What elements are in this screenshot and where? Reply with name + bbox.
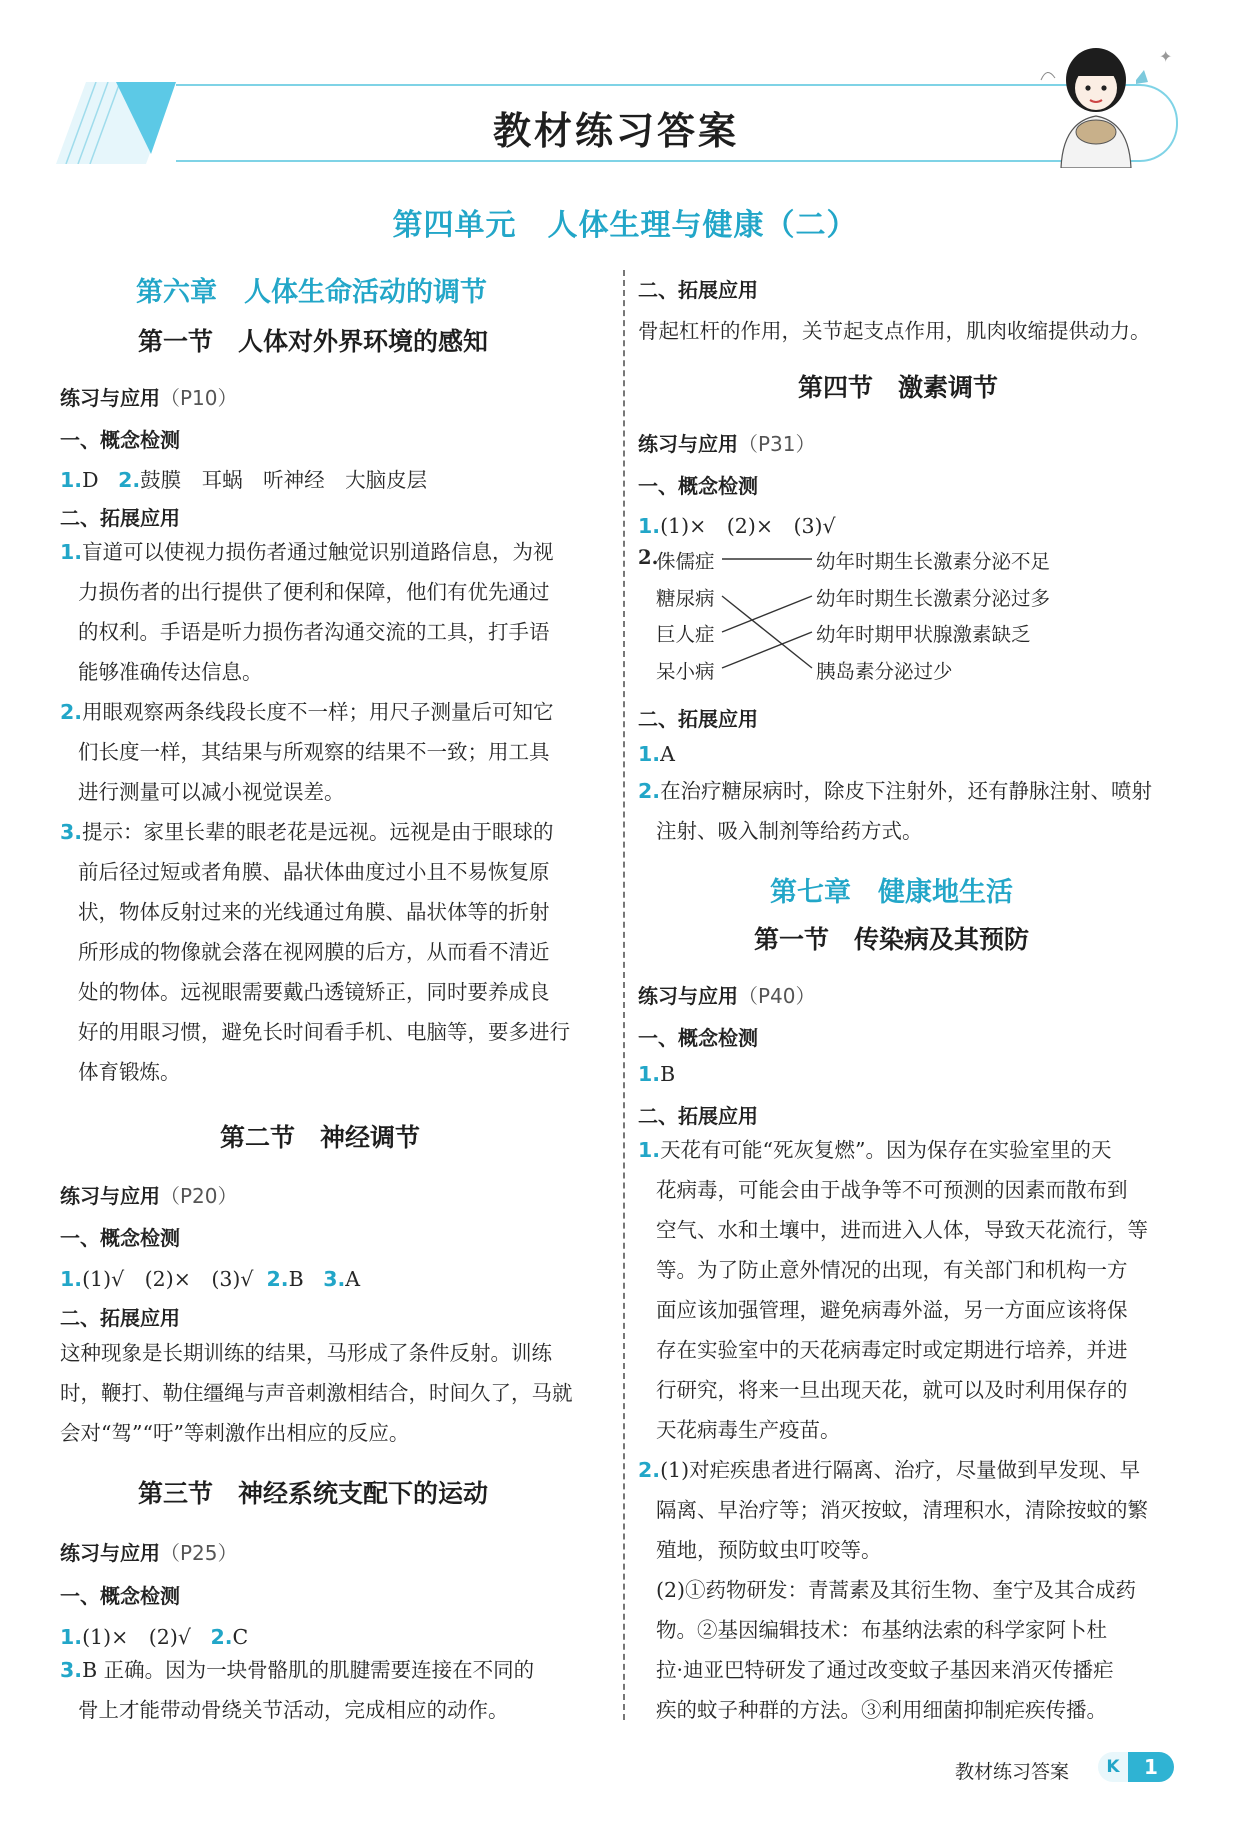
subheading-concept-check: 一、概念检测 <box>60 1226 180 1250</box>
section-3-title: 第三节 神经系统支配下的运动 <box>138 1479 489 1508</box>
answer-line: 1.(1)× (2)√ 2.C <box>60 1625 249 1649</box>
page-number: 1 <box>1128 1752 1174 1782</box>
section-1-title: 第一节 人体对外界环境的感知 <box>138 327 489 356</box>
subheading-extension: 二、拓展应用 <box>638 278 758 302</box>
disease-label: 呆小病 <box>656 660 715 683</box>
chapter-6-title: 第六章 人体生命活动的调节 <box>136 277 487 308</box>
answer-line: 骨起杠杆的作用，关节起支点作用，肌肉收缩提供动力。 <box>638 319 1151 343</box>
page-ref: （P31） <box>738 432 816 456</box>
practice-heading-p10: 练习与应用（P10） <box>60 386 238 410</box>
subheading-concept-check: 一、概念检测 <box>60 428 180 452</box>
cause-label: 幼年时期甲状腺激素缺乏 <box>816 623 1031 646</box>
cause-label: 胰岛素分泌过少 <box>816 660 953 683</box>
badge-letter: K <box>1098 1752 1128 1782</box>
answer-line: 1.A <box>638 742 675 766</box>
practice-heading-p25: 练习与应用（P25） <box>60 1541 238 1565</box>
subheading-concept-check: 一、概念检测 <box>638 474 758 498</box>
subheading-extension: 二、拓展应用 <box>638 707 758 731</box>
subheading-extension: 二、拓展应用 <box>60 1306 180 1330</box>
answer-paragraph: 1.盲道可以使视力损伤者通过触觉识别道路信息，为视 力损伤者的出行提供了便利和保障，他们有优先通过 的权利。手语是听力损伤者沟通交流的工具，打手语 能够准确传达信息。 2.用眼观察两条线段长度不一样；用尺子测量后可知它 们长度一样，其结果与所观察的结果不一致；用工具 进行测量可以减小视觉误差。 3.提示：家里长辈的眼老花是远视。远视是由于眼球的 前后径过短或者角膜、晶状体曲度过小且不易恢复原 状，物体反射过来的光线通过角膜、晶状体等的折射 所形成的物像就会落在视网膜的后方，从而看不清近 处的物体。远视眼需要戴凸透镜矫正，同时要养成良 好的用眼习惯，避免长时间看手机、电脑等，要多进行 体育锻炼。 <box>60 540 570 1084</box>
answer-paragraph: 1.天花有可能“死灰复燃”。因为保存在实验室里的天 花病毒，可能会由于战争等不可预测的因素而散布到 空气、水和土壤中，进而进入人体，导致天花流行，等 等。为了防止意外情况的出现，有关部门和机构一方 面应该加强管理，避免病毒外溢，另一方面应该将保 存在实验室中的天花病毒定时或定期进行培养，并进 行研究，将来一旦出现天花，就可以及时利用保存的 天花病毒生产疫苗。 2.(1)对疟疾患者进行隔离、治疗，尽量做到早发现、早 隔离、早治疗等；消灭按蚊，清理积水，清除按蚊的繁 殖地，预防蚊虫叮咬等。 (2)①药物研发：青蒿素及其衍生物、奎宁及其合成药 物。②基因编辑技术：布基纳法索的科学家阿卜杜 拉·迪亚巴特研发了通过改变蚊子基因来消灭传播疟 疾的蚊子种群的方法。③利用细菌抑制疟疾传播。 <box>638 1138 1148 1722</box>
page-header <box>56 47 1176 170</box>
answer-line: 1.(1)× (2)× (3)√ <box>638 514 836 538</box>
svg-text:✦: ✦ <box>1159 47 1173 66</box>
practice-heading-p40: 练习与应用（P40） <box>638 984 816 1008</box>
girl-illustration <box>1011 40 1181 168</box>
cause-label: 幼年时期生长激素分泌过多 <box>816 587 1051 610</box>
section-4-title: 第四节 激素调节 <box>798 373 999 402</box>
answer-line: 1.D 2.鼓膜 耳蜗 听神经 大脑皮层 <box>60 468 428 492</box>
subheading-concept-check: 一、概念检测 <box>60 1584 180 1608</box>
disease-label: 侏儒症 <box>656 550 715 573</box>
subheading-concept-check: 一、概念检测 <box>638 1026 758 1050</box>
practice-heading-p31: 练习与应用（P31） <box>638 432 816 456</box>
column-divider <box>623 270 625 1720</box>
chapter-7-title: 第七章 健康地生活 <box>770 877 1013 908</box>
page-title: 教材练习答案 <box>492 109 739 153</box>
answer-line: 1.B <box>638 1062 676 1086</box>
page-ref: （P20） <box>160 1184 238 1208</box>
disease-label: 巨人症 <box>656 623 715 646</box>
subheading-extension: 二、拓展应用 <box>638 1104 758 1128</box>
practice-heading-p20: 练习与应用（P20） <box>60 1184 238 1208</box>
page-ref: （P40） <box>738 984 816 1008</box>
matching-lines <box>638 546 1178 686</box>
page-ref: （P25） <box>160 1541 238 1565</box>
disease-label: 糖尿病 <box>656 587 715 610</box>
answer-line: 1.(1)√ (2)× (3)√ 2.B 3.A <box>60 1267 361 1291</box>
answer-paragraph: 这种现象是长期训练的结果，马形成了条件反射。训练 时，鞭打、勒住缰绳与声音刺激相结合，时间久了，马就 会对“驾”“吁”等刺激作出相应的反应。 <box>60 1341 573 1445</box>
chapter7-section-1-title: 第一节 传染病及其预防 <box>754 925 1030 954</box>
unit-title: 第四单元 人体生理与健康（二） <box>392 208 858 243</box>
page-ref: （P10） <box>160 386 238 410</box>
subheading-extension: 二、拓展应用 <box>60 506 180 530</box>
cause-label: 幼年时期生长激素分泌不足 <box>816 550 1051 573</box>
answer-paragraph: 2.在治疗糖尿病时，除皮下注射外，还有静脉注射、喷射 注射、吸入制剂等给药方式。 <box>638 779 1153 843</box>
section-2-title: 第二节 神经调节 <box>220 1123 421 1152</box>
page-number-badge <box>1098 1752 1174 1782</box>
answer-paragraph: 3.B 正确。因为一块骨骼肌的肌腱需要连接在不同的 骨上才能带动骨绕关节活动，完成相应的动作。 <box>60 1658 535 1722</box>
footer-label: 教材练习答案 <box>955 1761 1070 1783</box>
